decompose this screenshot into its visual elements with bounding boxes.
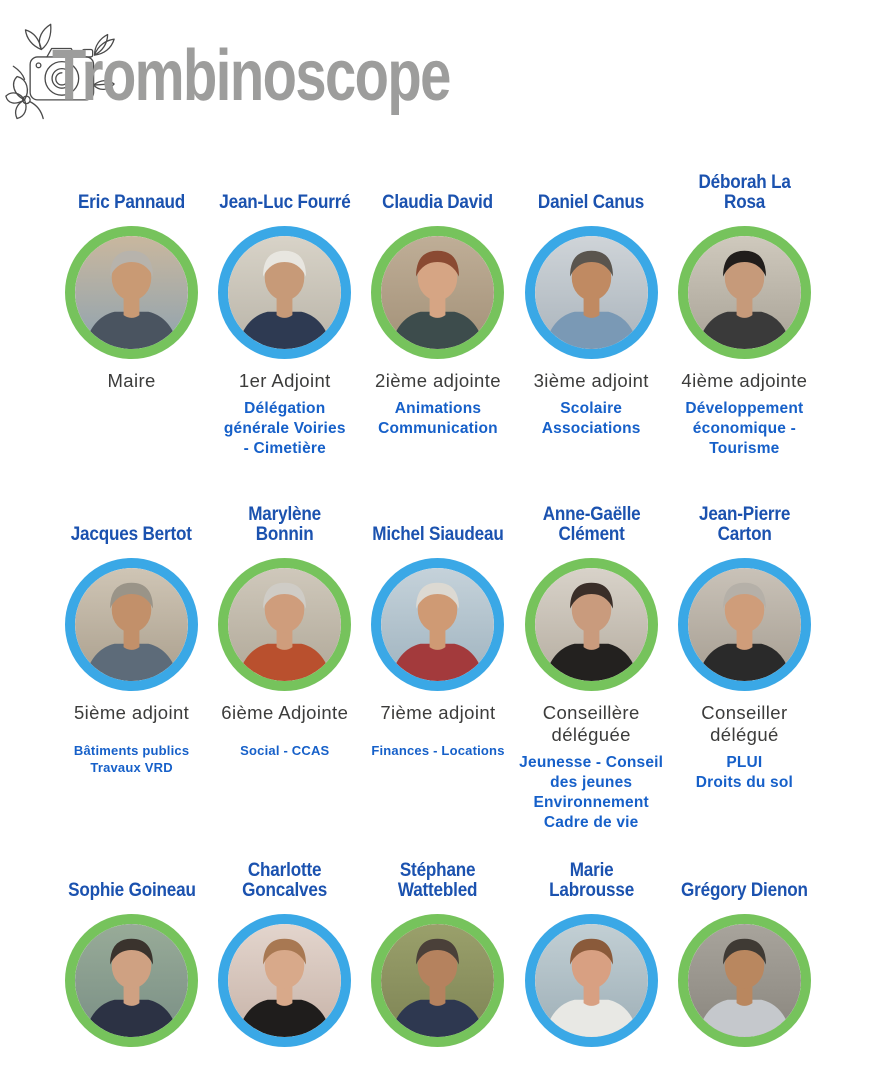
person-photo (535, 568, 648, 681)
person-avatar-illustration (228, 924, 341, 1037)
person-name: Claudia David (382, 192, 494, 214)
person-photo (228, 236, 341, 349)
person-name: Marie Labrousse (548, 859, 634, 902)
delegation-line: Tourisme (709, 440, 780, 458)
person-photo-ring (678, 226, 811, 359)
person-photo (228, 568, 341, 681)
person-role: 3ième adjoint (533, 370, 649, 391)
person-role: 2ième adjointe (375, 370, 501, 391)
person-photo-ring (525, 558, 658, 691)
person-avatar-illustration (228, 236, 341, 349)
person-role: Maire (107, 370, 156, 391)
delegation-line: Travaux VRD (90, 760, 173, 776)
delegation-line: Droits du sol (695, 774, 794, 792)
person-card (518, 494, 665, 834)
person-photo (381, 568, 494, 681)
person-role: 1er Adjoint (238, 370, 331, 391)
person-delegation (240, 742, 329, 760)
person-photo-ring (65, 558, 198, 691)
person-photo (228, 924, 341, 1037)
person-role: Conseillère déléguée (542, 701, 640, 745)
person-avatar-illustration (75, 924, 188, 1037)
person-card (671, 162, 818, 460)
person-photo-ring (525, 226, 658, 359)
people-row (58, 494, 818, 834)
person-name: Charlotte Goncalves (242, 859, 328, 902)
person-name: Michel Siaudeau (372, 524, 504, 546)
delegation-line: Scolaire (560, 400, 623, 418)
person-photo-ring (218, 558, 351, 691)
delegation-line: Social - CCAS (240, 742, 330, 758)
person-avatar-illustration (228, 568, 341, 681)
delegation-line: Animations (394, 400, 482, 418)
person-photo (75, 236, 188, 349)
delegation-line: Jeunesse - Conseil (519, 753, 664, 771)
people-row (58, 162, 818, 460)
delegation-line: Environnement (533, 794, 649, 812)
delegation-line: - Cimetière (243, 440, 326, 458)
person-card (58, 850, 205, 1087)
person-delegation (519, 753, 663, 834)
person-avatar-illustration (535, 568, 648, 681)
delegation-line: Finances - Locations (371, 742, 505, 758)
person-avatar-illustration (688, 236, 801, 349)
person-delegation (685, 399, 803, 459)
person-name: Eric Pannaud (78, 192, 186, 214)
people-row (58, 850, 818, 1087)
delegation-line: Associations (541, 420, 641, 438)
person-delegation (224, 399, 346, 459)
person-avatar-illustration (75, 236, 188, 349)
person-photo (381, 236, 494, 349)
person-card (518, 850, 665, 1087)
person-photo-ring (218, 914, 351, 1047)
person-photo (688, 236, 801, 349)
person-name: Grégory Dienon (681, 880, 808, 902)
person-role: 4ième adjointe (681, 370, 808, 391)
page-title: Trombinoscope (52, 36, 450, 116)
delegation-line: générale Voiries (223, 420, 346, 438)
person-photo (535, 236, 648, 349)
person-photo-ring (678, 558, 811, 691)
person-delegation (542, 399, 641, 439)
person-card (211, 494, 358, 834)
person-name: Déborah La Rosa (698, 171, 791, 214)
person-role: 6ième Adjointe (221, 701, 349, 723)
person-role: Conseiller délégué (701, 701, 788, 745)
person-delegation (378, 399, 498, 439)
person-delegation (74, 742, 189, 777)
person-photo (75, 568, 188, 681)
person-delegation (696, 753, 793, 793)
person-card (364, 162, 511, 460)
delegation-line: économique - (692, 420, 796, 438)
person-photo (381, 924, 494, 1037)
person-photo-ring (371, 558, 504, 691)
person-name: Daniel Canus (538, 192, 645, 214)
person-photo-ring (678, 914, 811, 1047)
person-photo-ring (371, 914, 504, 1047)
person-name: Sophie Goineau (67, 880, 196, 902)
person-card (364, 494, 511, 834)
person-photo-ring (218, 226, 351, 359)
person-delegation (371, 742, 504, 760)
delegation-line: Cadre de vie (543, 814, 639, 832)
person-avatar-illustration (688, 568, 801, 681)
person-role: 5ième adjoint (73, 701, 190, 723)
person-card (671, 494, 818, 834)
page-header (0, 0, 889, 150)
person-name: Jean-Luc Fourré (219, 192, 351, 214)
person-name: Jean-Pierre Carton (698, 503, 790, 546)
person-name: Stéphane Wattebled (398, 859, 478, 902)
people-grid (58, 162, 818, 1087)
person-avatar-illustration (381, 924, 494, 1037)
person-photo-ring (525, 914, 658, 1047)
person-avatar-illustration (381, 236, 494, 349)
delegation-line: Communication (378, 420, 498, 438)
person-card (211, 162, 358, 460)
person-photo (688, 924, 801, 1037)
person-photo-ring (65, 226, 198, 359)
person-avatar-illustration (535, 924, 648, 1037)
person-photo (688, 568, 801, 681)
person-avatar-illustration (535, 236, 648, 349)
delegation-line: Bâtiments publics (73, 742, 190, 758)
person-card (211, 850, 358, 1087)
person-card (518, 162, 665, 460)
person-name: Marylène Bonnin (248, 503, 322, 546)
delegation-line: Développement (685, 400, 804, 418)
person-avatar-illustration (75, 568, 188, 681)
person-name: Anne-Gaëlle Clément (542, 503, 641, 546)
person-role: 7ième adjoint (380, 701, 496, 723)
person-card (364, 850, 511, 1087)
person-photo (535, 924, 648, 1037)
delegation-line: PLUI (726, 753, 763, 771)
person-card (58, 162, 205, 460)
person-photo (75, 924, 188, 1037)
person-name: Jacques Bertot (71, 524, 193, 546)
person-photo-ring (65, 914, 198, 1047)
person-photo-ring (371, 226, 504, 359)
delegation-line: des jeunes (550, 774, 633, 792)
person-card (671, 850, 818, 1087)
person-avatar-illustration (381, 568, 494, 681)
person-card (58, 494, 205, 834)
delegation-line: Délégation (244, 400, 326, 418)
person-avatar-illustration (688, 924, 801, 1037)
